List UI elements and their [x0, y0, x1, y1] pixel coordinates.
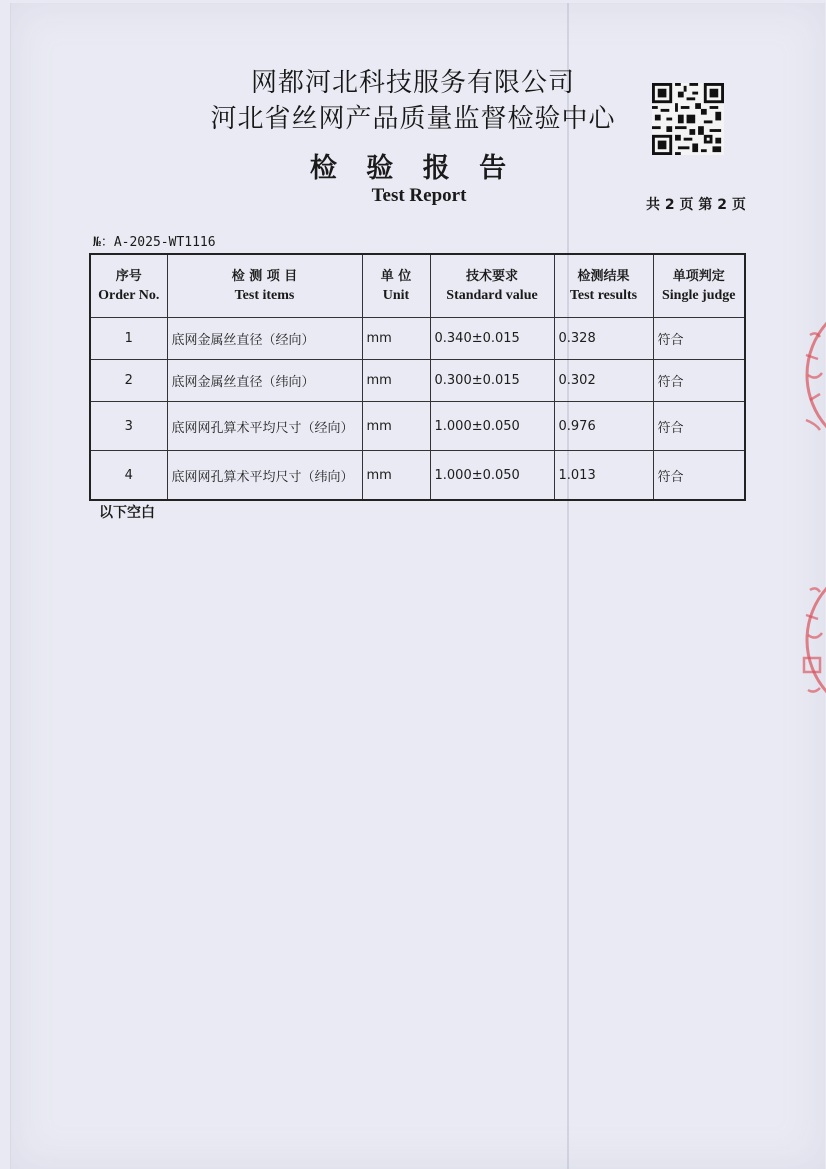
cell-judge: 符合: [653, 360, 745, 402]
qr-code-icon: [652, 82, 724, 156]
seal-stamp-icon: [800, 560, 826, 720]
cell-unit: mm: [362, 318, 430, 360]
cell-test-item: 底网金属丝直径（纬向）: [167, 360, 362, 402]
cell-unit: mm: [362, 451, 430, 501]
report-title-en: Test Report: [371, 185, 467, 206]
cell-unit: mm: [362, 360, 430, 402]
table-row: [90, 402, 745, 451]
seal-stamp-icon: [800, 295, 826, 455]
cell-standard-value: 0.340±0.015: [430, 318, 554, 360]
end-of-content-note: 以下空白: [99, 505, 155, 521]
table-row: [90, 360, 745, 402]
cell-test-result: 0.976: [554, 402, 653, 451]
report-number: №：A-2025-WT1116: [93, 235, 216, 250]
cell-test-result: 1.013: [554, 451, 653, 501]
header-unit: 单 位 Unit: [362, 254, 430, 318]
table-row: [90, 318, 745, 360]
company-name: 网都河北科技服务有限公司: [250, 68, 575, 98]
cell-test-item: 底网网孔算术平均尺寸（纬向）: [167, 451, 362, 501]
cell-test-item: 底网金属丝直径（经向）: [167, 318, 362, 360]
header-test-results: 检测结果 Test results: [554, 254, 653, 318]
cell-unit: mm: [362, 402, 430, 451]
inspection-center-name: 河北省丝网产品质量监督检验中心: [210, 104, 616, 134]
cell-order-no: 3: [90, 402, 167, 451]
cell-order-no: 2: [90, 360, 167, 402]
cell-test-result: 0.302: [554, 360, 653, 402]
cell-test-result: 0.328: [554, 318, 653, 360]
cell-judge: 符合: [653, 318, 745, 360]
header-order-no: 序号 Order No.: [90, 254, 167, 318]
cell-standard-value: 1.000±0.050: [430, 451, 554, 501]
cell-order-no: 1: [90, 318, 167, 360]
table-row: [90, 451, 745, 501]
page-count: 共 2 页 第 2 页: [646, 197, 746, 213]
header-single-judge: 单项判定 Single judge: [653, 254, 745, 318]
header-test-items: 检 测 项 目 Test items: [167, 254, 362, 318]
cell-judge: 符合: [653, 402, 745, 451]
table-header-row: [90, 254, 745, 318]
cell-judge: 符合: [653, 451, 745, 501]
report-title-cn: 检 验 报 告: [309, 153, 517, 184]
cell-standard-value: 0.300±0.015: [430, 360, 554, 402]
cell-order-no: 4: [90, 451, 167, 501]
cell-standard-value: 1.000±0.050: [430, 402, 554, 451]
test-results-table: [89, 253, 746, 501]
cell-test-item: 底网网孔算术平均尺寸（经向）: [167, 402, 362, 451]
header-standard-value: 技术要求 Standard value: [430, 254, 554, 318]
